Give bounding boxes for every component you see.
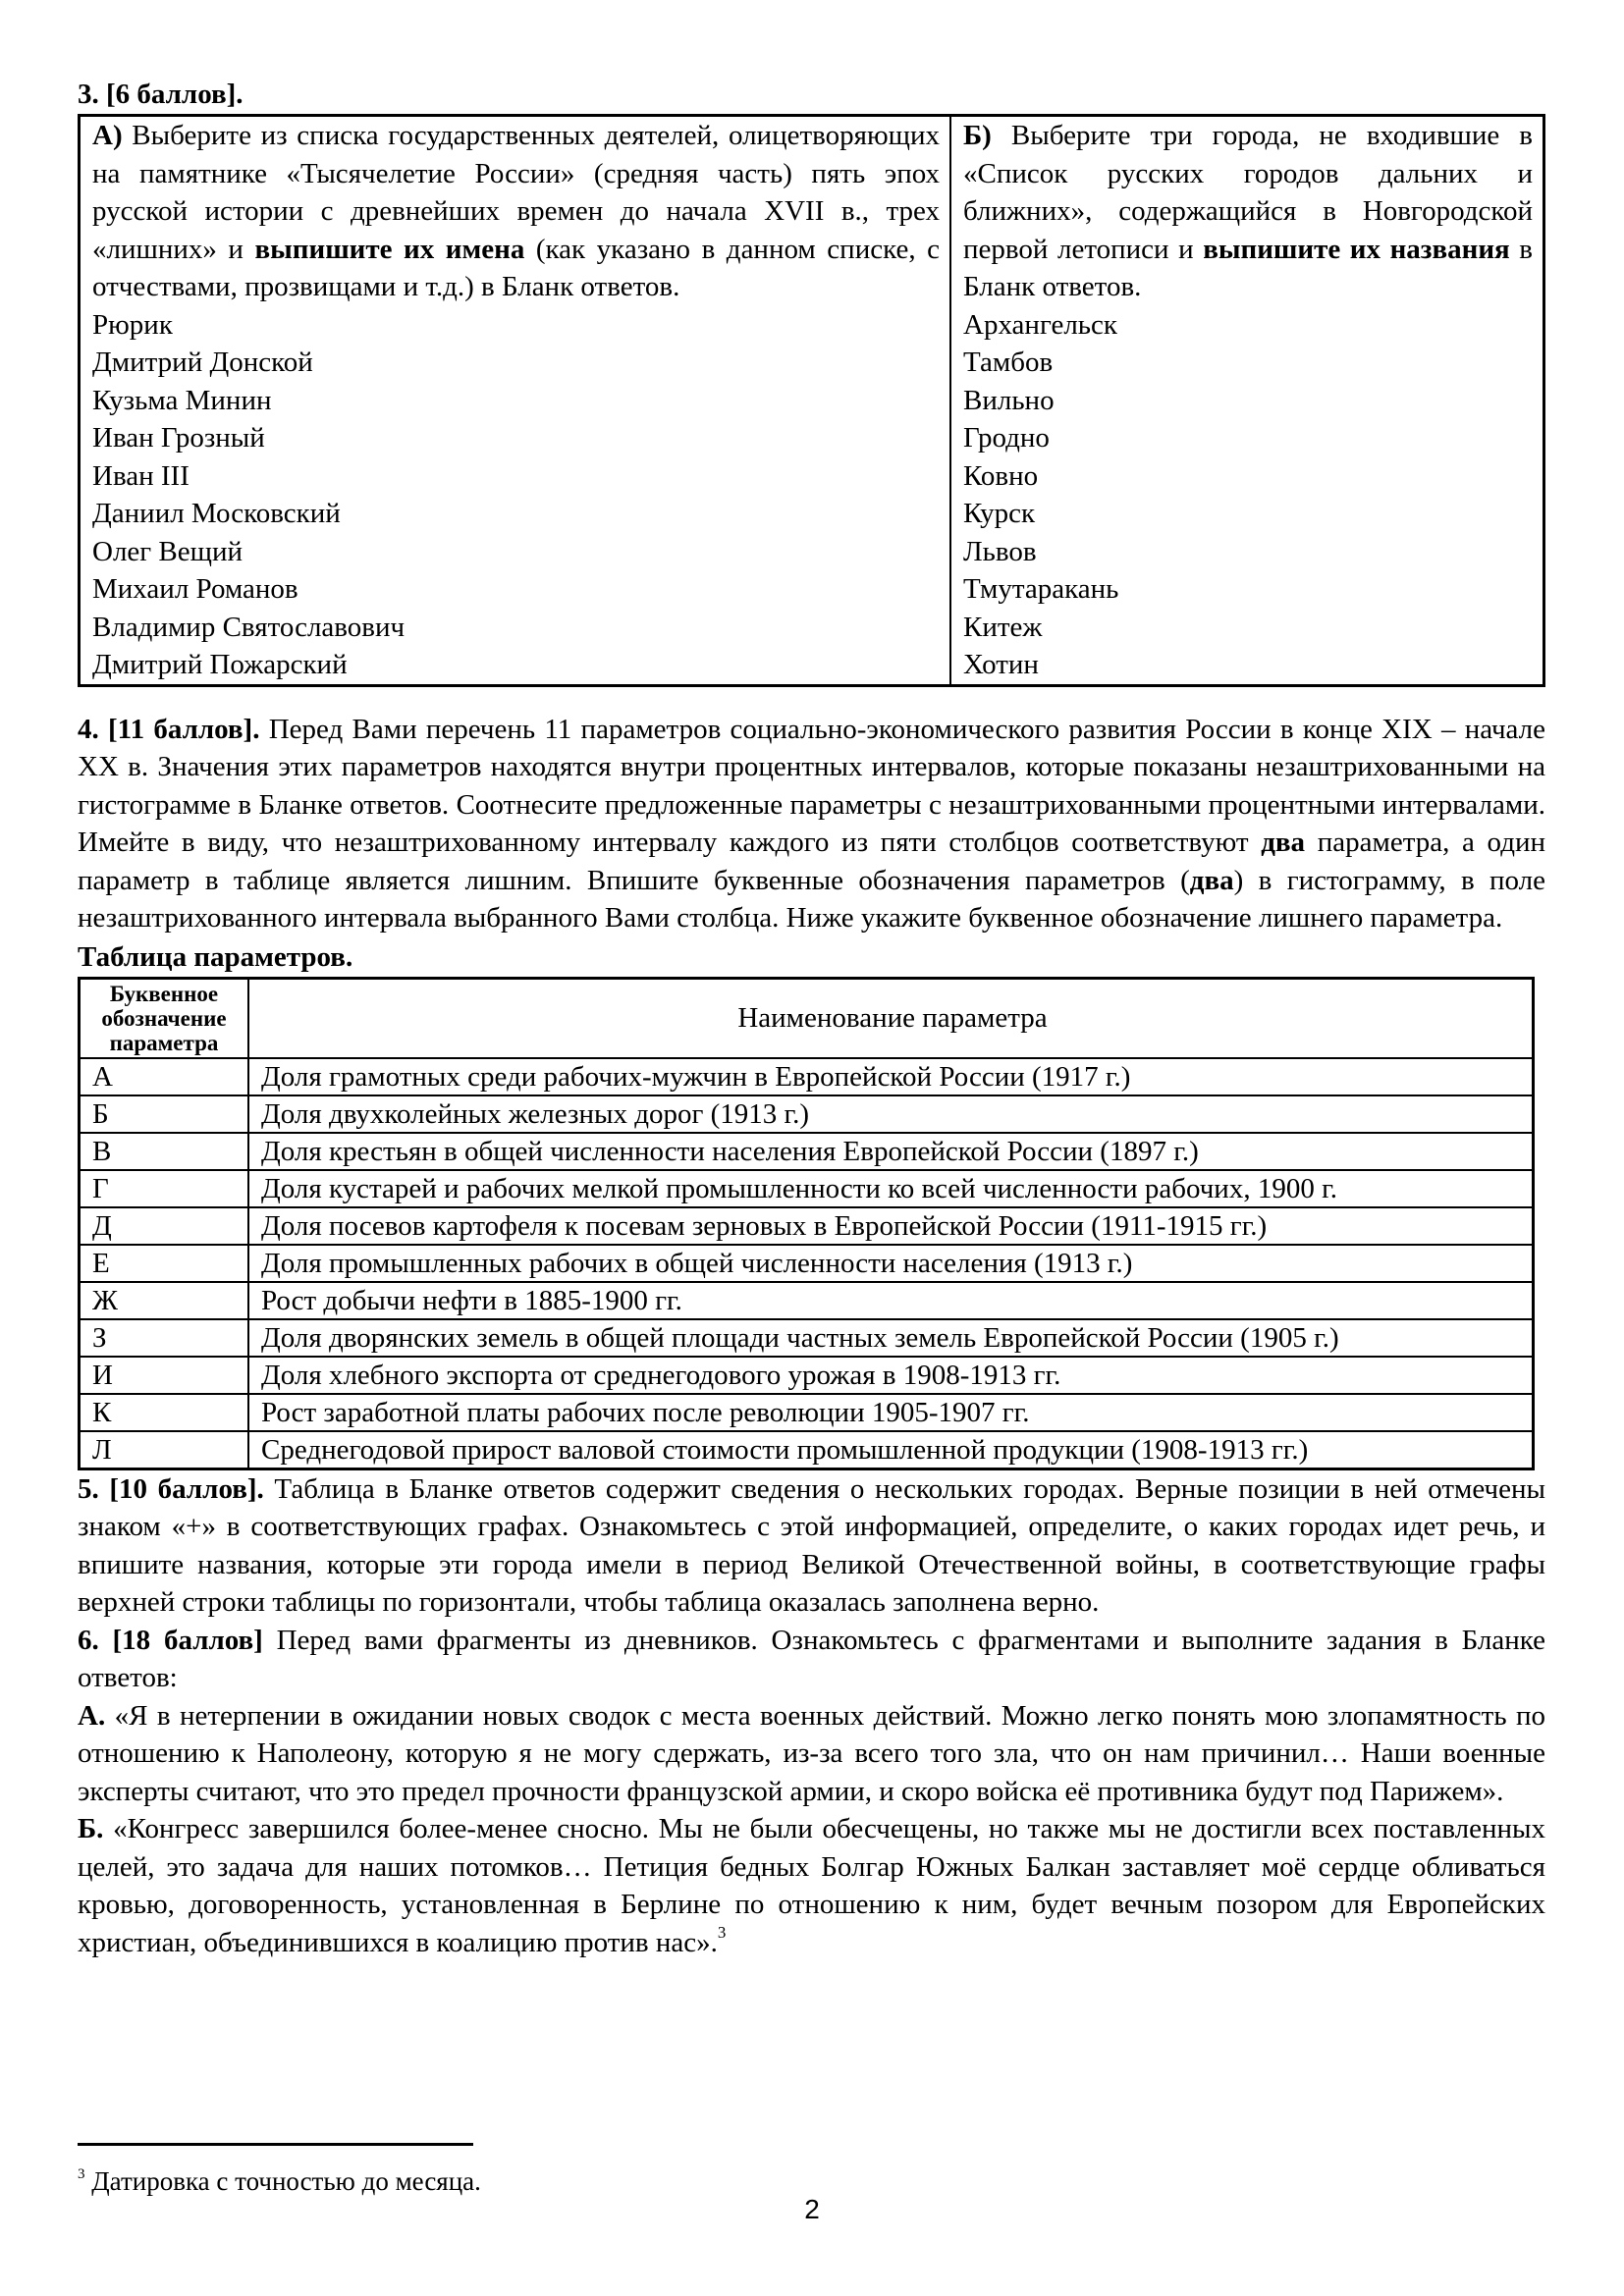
table-row	[80, 1431, 1534, 1469]
footnote-number: 3	[78, 2166, 85, 2182]
task6-title: 6. [18 баллов]	[78, 1624, 263, 1656]
param-name: Доля дворянских земель в общей площади частных земель Европейской России (1905 г.)	[248, 1319, 1534, 1357]
param-letter: В	[80, 1133, 249, 1170]
city-item: Львов	[963, 535, 1037, 567]
table-row	[80, 1357, 1534, 1394]
statesman-item: Дмитрий Донской	[92, 347, 313, 378]
city-item: Курск	[963, 498, 1036, 529]
param-letter: К	[80, 1394, 249, 1431]
task4-section	[78, 711, 1545, 1470]
param-letter: А	[80, 1058, 249, 1095]
task6-section	[78, 1622, 1545, 1697]
document-page	[78, 75, 1545, 1961]
param-name: Доля промышленных рабочих в общей численности населения (1913 г.)	[248, 1245, 1534, 1282]
footnote-separator	[78, 2143, 473, 2146]
city-item: Архангельск	[963, 308, 1117, 341]
task6-text: Перед вами фрагменты из дневников. Ознакомьтесь с фрагментами и выполните задания в Бланке ответов:	[78, 1624, 1545, 1693]
statesman-item: Владимир Святославович	[92, 611, 406, 643]
parameter-table	[78, 977, 1535, 1470]
table-row	[80, 1319, 1534, 1357]
param-letter: Б	[80, 1095, 249, 1133]
task3-table	[78, 114, 1545, 687]
city-item: Ковно	[963, 459, 1039, 492]
param-letter: Д	[80, 1207, 249, 1245]
city-item: Тамбов	[963, 347, 1054, 378]
statesman-item: Кузьма Минин	[92, 384, 272, 416]
param-letter: Е	[80, 1245, 249, 1282]
diary-fragment-b: Б. «Конгресс завершился более-менее сносно. Мы не были обесчещены, но также мы не достигли всех поставленных целей, это задача для наших потомков… Петиция бедных Болгар Южных Балкан заставляет моё сердце обливаться кровью, договоренность, установленная в Берлине по отношению к ним, будет вечным позором для Европейских христиан, объединившихся в коалицию против нас».$^3$	[78, 1813, 1545, 1958]
city-item: Гродно	[963, 422, 1050, 454]
fragment-a-label: А.	[78, 1699, 106, 1732]
table-row	[80, 1133, 1534, 1170]
table-row	[80, 1058, 1534, 1095]
statesman-item: Иван Грозный	[92, 422, 265, 454]
task3-title: 3. [6 баллов].	[78, 79, 244, 110]
task3-part-b	[950, 116, 1544, 686]
param-name: Доля грамотных среди рабочих-мужчин в Европейской России (1917 г.)	[248, 1058, 1534, 1095]
task5-title: 5. [10 баллов].	[78, 1472, 264, 1505]
table-row	[80, 1394, 1534, 1431]
param-letter: Ж	[80, 1282, 249, 1319]
param-name: Доля посевов картофеля к посевам зерновых в Европейской России (1911-1915 гг.)	[248, 1207, 1534, 1245]
param-name: Доля крестьян в общей численности населения Европейской России (1897 г.)	[248, 1133, 1534, 1170]
footnote-text: Датировка с точностью до месяца.	[91, 2166, 481, 2196]
param-name: Рост добычи нефти в 1885-1900 гг.	[248, 1282, 1534, 1319]
param-letter: И	[80, 1357, 249, 1394]
page-number: 2	[804, 2194, 820, 2224]
task4-title: 4. [11 баллов].	[78, 713, 260, 745]
table-row	[80, 1170, 1534, 1207]
param-letter: Л	[80, 1431, 249, 1469]
param-name: Доля двухколейных железных дорог (1913 г.)	[248, 1095, 1534, 1133]
param-name: Рост заработной платы рабочих после революции 1905-1907 гг.	[248, 1394, 1534, 1431]
task3-part-b-instruction: Б) Выберите три города, не входившие в «Список русских городов дальних и ближних», содержащийся в Новгородской первой летописи и выпишите их названия в Бланк ответов.	[963, 120, 1533, 302]
statesman-item: Олег Вещий	[92, 535, 244, 567]
param-name: Доля кустарей и рабочих мелкой промышленности ко всей численности рабочих, 1900 г.	[248, 1170, 1534, 1207]
diary-fragment-a: А. «Я в нетерпении в ожидании новых сводок с места военных действий. Можно легко понять мою злопамятность по отношению к Наполеону, которую я не могу сдержать, из-за всего того зла, что он нам причинил… Наши военные эксперты считают, что это предел прочности французской армии, и скоро войска её противника будут под Парижем».	[78, 1699, 1545, 1807]
param-name: Доля хлебного экспорта от среднегодового урожая в 1908-1913 гг.	[248, 1357, 1534, 1394]
table-row	[80, 1282, 1534, 1319]
param-letter: Г	[80, 1170, 249, 1207]
column-header-letter: Буквенное обозначение параметра	[80, 978, 249, 1058]
statesman-item: Даниил Московский	[92, 498, 341, 529]
fragment-b-label: Б.	[78, 1813, 104, 1844]
table-row	[80, 1245, 1534, 1282]
footnote-reference[interactable]: 3	[717, 1922, 727, 1942]
param-name: Среднегодовой прирост валовой стоимости промышленной продукции (1908-1913 гг.)	[248, 1431, 1534, 1469]
city-item: Китеж	[963, 611, 1043, 643]
statesman-item: Михаил Романов	[92, 573, 298, 605]
table-row	[80, 1207, 1534, 1245]
param-letter: З	[80, 1319, 249, 1357]
task3-part-a-instruction: А) Выберите из списка государственных деятелей, олицетворяющих на памятнике «Тысячелетие России» (средняя часть) пять эпох русской истории с древнейших времен до начала XVII в., трех «лишних» и выпишите их имена (как указано в данном списке, с отчествами, прозвищами и т.д.) в Бланк ответов.	[92, 120, 940, 302]
parameter-table-title: Таблица параметров.	[78, 940, 353, 973]
task3-part-a	[80, 116, 951, 686]
table-row	[80, 1095, 1534, 1133]
city-item: Тмутаракань	[963, 573, 1119, 605]
city-item: Хотин	[963, 649, 1039, 680]
statesman-item: Дмитрий Пожарский	[92, 649, 348, 680]
parameter-table-header	[80, 978, 1534, 1058]
task4-instruction: 4. [11 баллов]. Перед Вами перечень 11 параметров социально-экономического развития России в конце XIX – начале XX в. Значения этих параметров находятся внутри процентных интервалов, которые показаны незаштрихованными на гистограмме в Бланке ответов. Соотнесите предложенные параметры с незаштрихованными процентными интервалами. Имейте в виду, что незаштрихованному интервалу каждого из пяти столбцов соответствуют два параметра, а один параметр в таблице является лишним. Впишите буквенные обозначения параметров (два) в гистограмму, в поле незаштрихованного интервала выбранного Вами столбца. Ниже укажите буквенное обозначение лишнего параметра.	[78, 713, 1545, 934]
part-a-label: А)	[92, 120, 123, 151]
statesman-item: Иван III	[92, 459, 189, 492]
statesman-item: Рюрик	[92, 308, 173, 341]
part-b-label: Б)	[963, 120, 992, 151]
column-header-name: Наименование параметра	[248, 978, 1534, 1058]
task5-text: Таблица в Бланке ответов содержит сведения о нескольких городах. Верные позиции в ней отмечены знаком «+» в соответствующих графах. Ознакомьтесь с этой информацией, определите, о каких городах идет речь, и впишите названия, которые эти города имели в период Великой Отечественной войны, в соответствующие графы верхней строки таблицы по горизонтали, чтобы таблица оказалась заполнена верно.	[78, 1472, 1545, 1618]
city-item: Вильно	[963, 384, 1055, 416]
task5-section	[78, 1470, 1545, 1622]
